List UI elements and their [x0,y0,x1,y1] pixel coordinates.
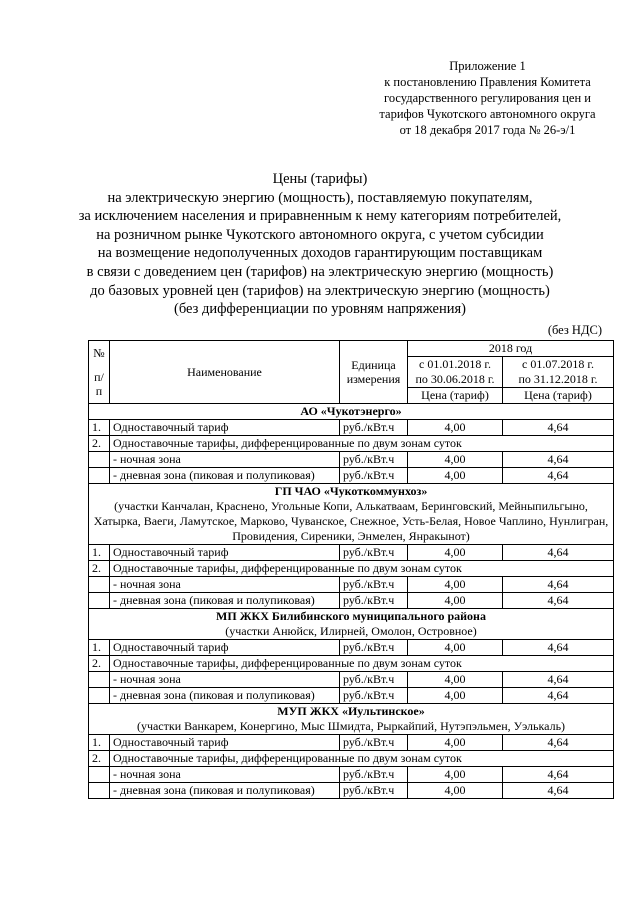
row-number [89,672,110,688]
row-number [89,452,110,468]
section-header-row [89,609,614,640]
table-row [89,751,614,767]
title-line: в связи с доведением цен (тарифов) на электрическую энергию (мощность) [86,263,554,280]
header-num: № п/ п [89,341,110,404]
header-price-2: Цена (тариф) [503,388,614,404]
row-unit: руб./кВт.ч [340,640,408,656]
header-price-1: Цена (тариф) [408,388,503,404]
title-line: на электрическую энергию (мощность), поставляемую покупателям, [107,189,533,206]
row-name: Одноставочные тарифы, дифференцированные по двум зонам суток [110,436,614,452]
section-subtitle: (участки Анюйск, Илирней, Омолон, Островное) [225,624,477,638]
header-period-2: с 01.07.2018 г. по 31.12.2018 г. [503,357,614,388]
section-name: АО «Чукотэнерго» [300,404,402,418]
row-price-2: 4,64 [503,735,614,751]
row-unit: руб./кВт.ч [340,783,408,799]
row-price-2: 4,64 [503,640,614,656]
appendix-line: от 18 декабря 2017 года № 26-э/1 [399,123,576,137]
appendix-line: Приложение 1 [449,59,526,73]
row-number [89,688,110,704]
row-price-2: 4,64 [503,783,614,799]
appendix-line: государственного регулирования цен и [384,91,591,105]
row-name: Одноставочный тариф [110,735,340,751]
table-row [89,436,614,452]
row-name: Одноставочные тарифы, дифференцированные по двум зонам суток [110,656,614,672]
row-number: 2. [89,656,110,672]
row-price-1: 4,00 [408,420,503,436]
row-unit: руб./кВт.ч [340,545,408,561]
row-name: Одноставочные тарифы, дифференцированные по двум зонам суток [110,561,614,577]
table-row [89,593,614,609]
row-price-2: 4,64 [503,672,614,688]
row-price-1: 4,00 [408,783,503,799]
row-price-1: 4,00 [408,545,503,561]
row-name: - дневная зона (пиковая и полупиковая) [110,593,340,609]
row-price-2: 4,64 [503,468,614,484]
row-name: Одноставочные тарифы, дифференцированные по двум зонам суток [110,751,614,767]
row-number: 1. [89,640,110,656]
section-header-row [89,404,614,420]
row-price-1: 4,00 [408,767,503,783]
table-row [89,452,614,468]
row-name: - дневная зона (пиковая и полупиковая) [110,468,340,484]
section-name: ГП ЧАО «Чукоткоммунхоз» [274,484,428,498]
title-line: за исключением населения и приравненным к нему категориям потребителей, [78,208,562,225]
table-row [89,656,614,672]
row-name: Одноставочный тариф [110,545,340,561]
tariff-table [88,340,614,799]
section-name: МУП ЖКХ «Иультинское» [277,704,425,718]
table-row [89,767,614,783]
row-number [89,593,110,609]
row-price-2: 4,64 [503,420,614,436]
row-number [89,767,110,783]
table-row [89,545,614,561]
section-header [89,484,614,545]
table-row [89,688,614,704]
row-unit: руб./кВт.ч [340,452,408,468]
section-header-row [89,704,614,735]
table-row [89,640,614,656]
table-row [89,672,614,688]
row-unit: руб./кВт.ч [340,577,408,593]
section-header [89,404,614,420]
row-unit: руб./кВт.ч [340,420,408,436]
row-number: 2. [89,751,110,767]
appendix-block [360,58,615,138]
table-row [89,561,614,577]
section-subtitle: (участки Канчалан, Краснено, Угольные Копи, Алькатваам, Беринговский, Мейныпильгыно, Хатырка, Ваеги, Ламутское, Марково, Чуванское, Снежное, Усть-Белая, Новое Чаплино, Нунлигран, Провидения, Сиреники, Энмелен, Янракынот) [93,499,609,543]
row-number: 1. [89,420,110,436]
row-price-2: 4,64 [503,545,614,561]
section-header [89,609,614,640]
row-price-2: 4,64 [503,593,614,609]
row-name: - ночная зона [110,672,340,688]
row-price-1: 4,00 [408,735,503,751]
title-line: до базовых уровней цен (тарифов) на электрическую энергию (мощность) [90,282,550,299]
row-name: - дневная зона (пиковая и полупиковая) [110,688,340,704]
document-title [70,170,570,319]
row-unit: руб./кВт.ч [340,593,408,609]
row-price-1: 4,00 [408,672,503,688]
row-price-1: 4,00 [408,593,503,609]
table-row [89,735,614,751]
section-header [89,704,614,735]
title-line: Цены (тарифы) [272,171,368,187]
appendix-line: к постановлению Правления Комитета [384,75,591,89]
section-name: МП ЖКХ Билибинского муниципального района [216,609,486,623]
row-number [89,468,110,484]
row-price-1: 4,00 [408,688,503,704]
section-subtitle: (участки Ванкарем, Конергино, Мыс Шмидта, Рыркайпий, Нутэпэльмен, Уэлькаль) [136,719,566,733]
row-unit: руб./кВт.ч [340,468,408,484]
row-price-2: 4,64 [503,452,614,468]
row-price-2: 4,64 [503,577,614,593]
table-row [89,577,614,593]
row-name: - дневная зона (пиковая и полупиковая) [110,783,340,799]
title-line: на розничном рынке Чукотского автономного округа, с учетом субсидии [96,226,544,243]
title-line: на возмещение недополученных доходов гарантирующим поставщикам [97,245,543,262]
row-price-1: 4,00 [408,468,503,484]
title-line: (без дифференциации по уровням напряжения) [174,301,466,318]
row-unit: руб./кВт.ч [340,767,408,783]
row-price-1: 4,00 [408,577,503,593]
row-name: - ночная зона [110,767,340,783]
row-number: 2. [89,436,110,452]
row-price-1: 4,00 [408,452,503,468]
row-unit: руб./кВт.ч [340,672,408,688]
row-name: - ночная зона [110,577,340,593]
header-name: Наименование [110,341,340,404]
row-price-1: 4,00 [408,640,503,656]
row-number: 2. [89,561,110,577]
row-price-2: 4,64 [503,688,614,704]
row-number: 1. [89,735,110,751]
table-row [89,783,614,799]
vat-note: (без НДС) [547,323,602,337]
row-price-2: 4,64 [503,767,614,783]
row-number [89,577,110,593]
row-unit: руб./кВт.ч [340,688,408,704]
row-name: Одноставочный тариф [110,420,340,436]
header-year: 2018 год [408,341,614,357]
row-number [89,783,110,799]
row-unit: руб./кВт.ч [340,735,408,751]
table-row [89,468,614,484]
row-name: Одноставочный тариф [110,640,340,656]
row-name: - ночная зона [110,452,340,468]
header-period-1: с 01.01.2018 г. по 30.06.2018 г. [408,357,503,388]
appendix-line: тарифов Чукотского автономного округа [379,107,596,121]
header-unit: Единица измерения [340,341,408,404]
section-header-row [89,484,614,545]
table-row [89,420,614,436]
row-number: 1. [89,545,110,561]
